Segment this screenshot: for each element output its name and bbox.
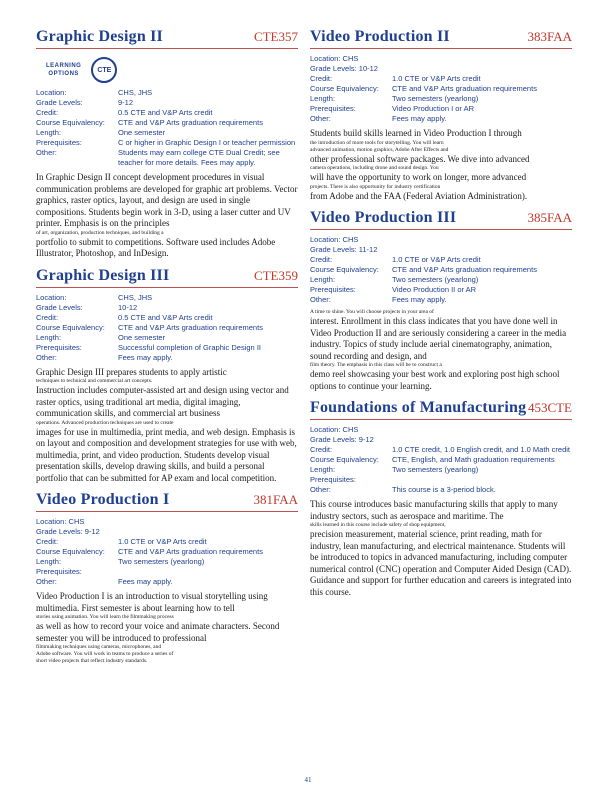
info-value: Video Production I or AR — [392, 104, 474, 113]
info-row — [36, 313, 298, 323]
info-value: Two semesters (yearlong) — [118, 557, 205, 566]
info-label: Location: — [36, 88, 67, 97]
description-text: Instruction includes computer-assisted art and design using vector and raster optics, using traditional art media, digital imaging, communication skills, and commercial art business — [36, 385, 289, 418]
info-row — [310, 445, 572, 455]
info-value: C or higher in Graphic Design I or teacher permission — [118, 138, 296, 147]
info-label: Length: — [310, 275, 336, 284]
info-label: Credit: — [36, 537, 59, 546]
course-code: CTE359 — [253, 267, 298, 283]
info-row — [310, 245, 572, 255]
course-description — [310, 499, 572, 598]
info-row — [36, 108, 298, 118]
info-label: Location: — [36, 292, 67, 302]
info-label: Grade Levels: 10-12 — [310, 64, 378, 73]
description-text: camera operations, including drone and sound design. You — [310, 165, 439, 171]
info-row — [36, 547, 298, 557]
description-text: demo reel showcasing your best work and exploring post high school options to continue your learning. — [310, 369, 560, 391]
description-text: as well as how to record your voice and animate characters. Second semester you will be introduced to professional — [36, 621, 280, 643]
info-row — [36, 88, 298, 98]
info-label: Course Equivalency: — [36, 118, 105, 127]
description-text: Graphic Design III prepares students to apply artistic — [36, 366, 227, 377]
course-code: CTE357 — [253, 29, 298, 44]
info-value: Fees may apply. — [392, 295, 447, 304]
course-code: 453CTE — [527, 400, 572, 415]
info-row — [36, 293, 298, 303]
info-value: CTE, English, and Math graduation requirements — [392, 455, 555, 464]
info-label: Other: — [310, 295, 331, 304]
info-label: Course Equivalency: — [310, 455, 379, 464]
info-label: Prerequisites: — [310, 475, 356, 484]
info-row — [310, 295, 572, 305]
info-label: Length: — [310, 465, 336, 474]
info-value: 0.5 CTE and V&P Arts credit — [118, 312, 213, 322]
info-row — [310, 74, 572, 84]
info-row — [310, 275, 572, 285]
description-text: stories using animation. You will learn the filmmaking process — [36, 614, 174, 620]
info-label: Other: — [36, 148, 57, 157]
description-text: Video Production I is an introduction to visual storytelling using multimedia. First semester is about learning how to tell — [36, 591, 268, 613]
info-label: Prerequisites: — [310, 285, 356, 294]
description-text: filmmaking techniques using cameras, microphones, and — [36, 644, 162, 650]
description-text: Students build skills learned in Video Production I through — [310, 128, 522, 138]
info-row — [36, 567, 298, 577]
description-text: from Adobe and the FAA (Federal Aviation Administration). — [310, 190, 528, 201]
course-section — [36, 267, 298, 485]
info-label: Length: — [36, 557, 62, 566]
info-row — [36, 98, 298, 108]
description-text: techniques to technical and commercial art concepts. — [36, 378, 153, 384]
info-label: Location: CHS — [310, 54, 359, 63]
info-label: Course Equivalency: — [310, 84, 379, 93]
info-row — [310, 104, 572, 114]
description-text: In Graphic Design II concept development procedures in visual communication problems are developed for graphic art problems. Vector graphics, raster optics, layout, and design are used in single compositions. Students begin work in 3-D, using a laser cutter and UV printer. Emphasis is on the principles — [36, 172, 298, 228]
course-title: Video Production III — [310, 209, 457, 226]
info-label: Grade Levels: — [36, 302, 83, 312]
info-label: Location: CHS — [310, 425, 359, 434]
info-value: Two semesters (yearlong) — [392, 465, 479, 474]
info-label: Prerequisites: — [36, 342, 82, 352]
info-value: Two semesters (yearlong) — [392, 94, 479, 103]
course-header — [310, 28, 572, 49]
description-text: portfolio to submit to competitions. Software used includes Adobe Illustrator, Photoshop, and InDesign. — [36, 236, 276, 258]
info-label: Course Equivalency: — [36, 322, 105, 332]
description-text: precision measurement, material science, print reading, math for industry, lean manufacturing, and electrical maintenance. Students will be introduced to topics in advanced manufacturing, including computer numerical control (CNC) operation and Computer Aided Design (CAD). Guidance and support for further education and careers is integrated into this course. — [310, 529, 572, 597]
description-text: projects. There is also opportunity for industry certification — [310, 183, 441, 190]
info-row — [310, 285, 572, 295]
course-header — [36, 491, 298, 512]
info-value: Fees may apply. — [392, 114, 447, 123]
info-row — [36, 138, 298, 148]
description-text: the introduction of more tools for storytelling. You will learn — [310, 139, 444, 146]
info-row — [310, 94, 572, 104]
info-label: Length: — [36, 128, 62, 137]
course-section — [310, 28, 572, 202]
info-value: 1.0 CTE or V&P Arts credit — [118, 537, 207, 546]
info-value: CTE and V&P Arts graduation requirements — [392, 265, 537, 274]
info-label: Location: CHS — [36, 517, 85, 526]
info-value: 10-12 — [118, 302, 138, 312]
info-row — [310, 475, 572, 485]
info-row — [310, 425, 572, 435]
description-text: other professional software packages. We dive into advanced — [310, 153, 530, 164]
info-label: Location: CHS — [310, 235, 359, 244]
info-label: Other: — [36, 352, 57, 362]
info-row — [36, 353, 298, 363]
course-info-table — [36, 517, 298, 587]
info-value: CHS, JHS — [118, 292, 153, 302]
info-row — [36, 527, 298, 537]
info-label: Prerequisites: — [36, 567, 82, 576]
info-value: 1.0 CTE or V&P Arts credit — [392, 74, 481, 83]
description-text: This course introduces basic manufacturing skills that apply to many industry sectors, such as aerospace and maritime. The — [310, 499, 558, 521]
info-value: 1.0 CTE or V&P Arts credit — [392, 255, 481, 264]
info-row — [36, 128, 298, 138]
description-text: short video projects that reflect industry standards. — [36, 658, 148, 664]
info-row — [310, 265, 572, 275]
info-label: Length: — [310, 94, 336, 103]
learning-options-line: LEARNING — [46, 63, 82, 69]
course-description — [36, 367, 298, 485]
description-text: of art, organization, production techniques, and building a — [36, 229, 164, 236]
info-row — [36, 537, 298, 547]
description-text: skills learned in this course include safety of shop equipment, — [310, 522, 446, 528]
left-column — [36, 28, 298, 672]
info-row — [310, 64, 572, 74]
info-value: Video Production II or AR — [392, 285, 477, 294]
course-title: Graphic Design III — [36, 266, 170, 284]
course-description — [36, 172, 298, 260]
info-label: Course Equivalency: — [310, 265, 379, 274]
info-row — [310, 114, 572, 124]
course-code: 383FAA — [527, 29, 572, 44]
course-title: Video Production I — [36, 491, 170, 508]
info-label: Credit: — [310, 255, 333, 264]
course-code: 385FAA — [527, 210, 572, 225]
info-row — [310, 485, 572, 495]
info-row — [36, 333, 298, 343]
cte-badge-icon: CTE — [91, 57, 117, 83]
course-code: 381FAA — [253, 492, 298, 507]
info-value: CTE and V&P Arts graduation requirements — [392, 84, 537, 93]
info-row — [36, 517, 298, 527]
course-info-table — [36, 88, 298, 168]
description-text: images for use in multimedia, print media, and web design. Emphasis is on layout and composition and development strategies for use with web, multimedia, print, and video production. Students develop visual presentation skills, develop drawing skills, and build a personal portfolio that can be submitted for AP exam and local competition. — [36, 426, 297, 483]
info-label: Credit: — [310, 74, 333, 83]
info-label: Other: — [310, 114, 331, 123]
description-text: advanced animation, motion graphics, Adobe After Effects and — [310, 146, 449, 153]
info-row — [310, 54, 572, 64]
info-row — [310, 435, 572, 445]
info-value: Students may earn college CTE Dual Credit; see teacher for more details. Fees may apply. — [118, 148, 280, 167]
course-section — [36, 491, 298, 665]
info-value: CTE and V&P Arts graduation requirements — [118, 118, 263, 127]
learning-options — [46, 57, 298, 83]
info-row — [36, 577, 298, 587]
description-text: film theory. The emphasis in this class will be to construct a — [310, 362, 442, 368]
info-label: Other: — [310, 485, 331, 494]
course-title: Graphic Design II — [36, 28, 163, 45]
info-label: Grade Levels: 9-12 — [36, 527, 100, 536]
course-description — [310, 309, 572, 392]
info-row — [36, 343, 298, 353]
course-title: Video Production II — [310, 28, 450, 45]
info-row — [310, 455, 572, 465]
info-value: Two semesters (yearlong) — [392, 275, 479, 284]
info-row — [36, 557, 298, 567]
info-row — [36, 118, 298, 128]
course-section — [36, 28, 298, 260]
info-label: Credit: — [36, 108, 59, 117]
info-label: Credit: — [36, 312, 59, 322]
course-header — [310, 209, 572, 230]
info-row — [36, 323, 298, 333]
info-row — [310, 465, 572, 475]
course-title: Foundations of Manufacturing — [310, 399, 527, 416]
info-label: Other: — [36, 577, 57, 586]
info-row — [310, 255, 572, 265]
learning-options-label — [46, 62, 81, 78]
info-value: 9-12 — [118, 98, 134, 107]
description-text: operations. Advanced production techniques are used to create — [36, 419, 174, 426]
course-header — [36, 267, 298, 288]
info-row — [310, 235, 572, 245]
info-label: Prerequisites: — [310, 104, 356, 113]
info-value: One semester — [118, 128, 166, 137]
info-value: One semester — [118, 332, 166, 342]
info-label: Length: — [36, 332, 62, 342]
course-header — [36, 28, 298, 49]
info-label: Prerequisites: — [36, 138, 82, 147]
description-text: will have the opportunity to work on longer, more advanced — [310, 172, 527, 182]
course-section — [310, 399, 572, 598]
info-label: Grade Levels: — [36, 98, 83, 107]
info-value: Fees may apply. — [118, 352, 173, 362]
info-label: Grade Levels: 11-12 — [310, 245, 378, 254]
info-label: Credit: — [310, 445, 333, 454]
info-value: Fees may apply. — [118, 577, 173, 586]
learning-options-line: OPTIONS — [48, 71, 79, 77]
course-description — [36, 591, 298, 665]
info-value: This course is a 3-period block. — [392, 485, 496, 494]
description-text: interest. Enrollment in this class indicates that you have done well in Video Production II and are seriously considering a career in the media industry. Topics of study include aerial cinematography, animation, sound recording and design, and — [310, 316, 567, 361]
course-info-table — [310, 54, 572, 124]
right-column — [310, 28, 572, 605]
description-text: Adobe software. You will work in teams to produce a series of — [36, 651, 174, 657]
info-label: Grade Levels: 9-12 — [310, 435, 374, 444]
info-value: 0.5 CTE and V&P Arts credit — [118, 108, 213, 117]
description-text: A time to shine. You will choose projects in your area of — [310, 309, 434, 315]
course-info-table — [310, 425, 572, 495]
page-number: 41 — [304, 776, 312, 784]
info-value: CHS, JHS — [118, 88, 153, 97]
info-row — [36, 303, 298, 313]
info-row — [310, 84, 572, 94]
info-value: CTE and V&P Arts graduation requirements — [118, 547, 263, 556]
info-value: Successful completion of Graphic Design II — [118, 342, 261, 352]
course-info-table — [310, 235, 572, 305]
course-header — [310, 399, 572, 420]
info-value: CTE and V&P Arts graduation requirements — [118, 322, 263, 332]
course-info-table — [36, 293, 298, 363]
info-value: 1.0 CTE credit, 1.0 English credit, and 1.0 Math credit — [392, 445, 571, 454]
info-row — [36, 148, 298, 168]
course-section — [310, 209, 572, 392]
info-label: Course Equivalency: — [36, 547, 105, 556]
course-description — [310, 128, 572, 202]
